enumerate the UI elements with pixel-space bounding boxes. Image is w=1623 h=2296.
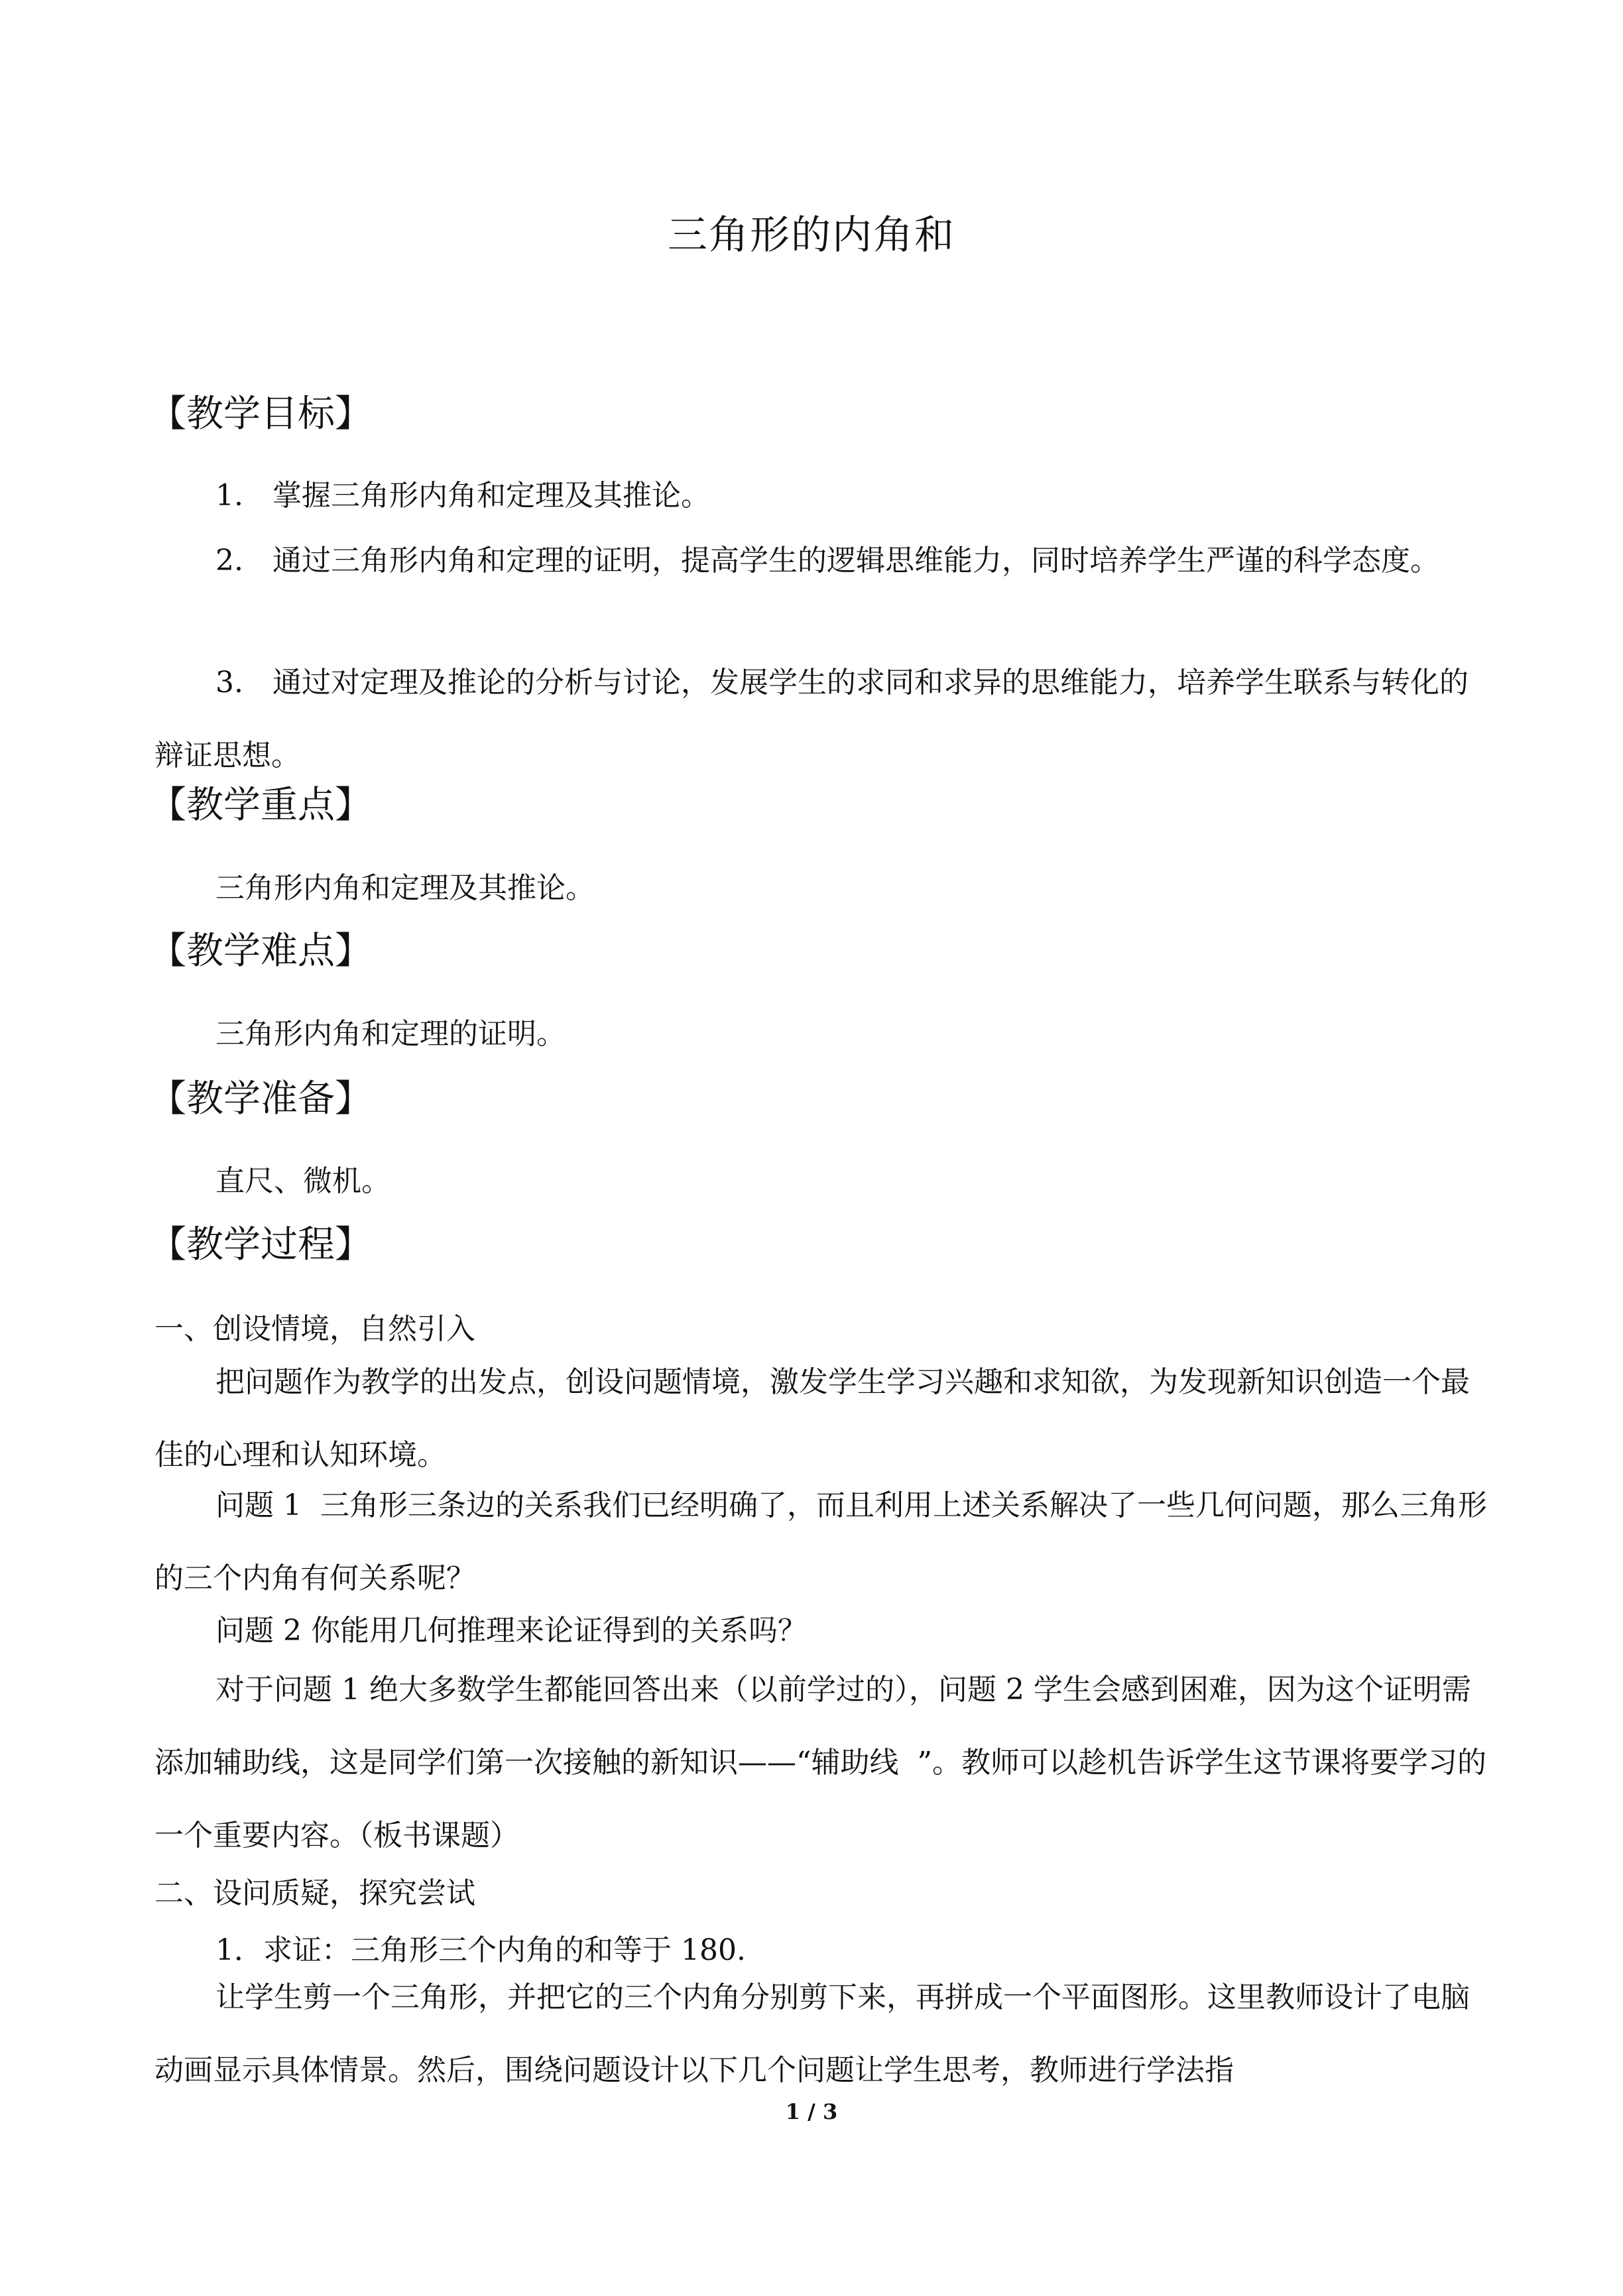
preparation-text: 直尺、微机。 [215,1164,391,1198]
process-part1-question2: 问题 2 你能用几何推理来论证得到的关系吗？ [215,1614,807,1648]
process-part2-paragraph1: 让学生剪一个三角形，并把它的三个内角分别剪下来，再拼成一个平面图形。这里教师设计了电脑动画显示具体情景。然后，围绕问题设计以下几个问题让学生思考，教师进行学法指 [154,1980,1470,2087]
objective-item-3: 3. 通过对定理及推论的分析与讨论，发展学生的求同和求异的思维能力，培养学生联系与转化的辩证思想。 [154,666,1469,772]
objectives-heading: 【教学目标】 [149,393,372,436]
process-part1-paragraph1: 把问题作为教学的出发点，创设问题情境，激发学生学习兴趣和求知欲，为发现新知识创造一个最佳的心理和认知环境。 [154,1365,1470,1472]
process-part2-title: 二、设问质疑，探究尝试 [154,1876,475,1910]
process-part1-question1: 问题 1 三角形三条边的关系我们已经明确了，而且利用上述关系解决了一些几何问题，那么三角形的三个内角有何关系呢？ [154,1488,1487,1595]
objective-item-2: 2. 通过三角形内角和定理的证明，提高学生的逻辑思维能力，同时培养学生严谨的科学态度。 [215,544,1439,577]
process-part2-item1: 1．求证：三角形三个内角的和等于 180. [215,1933,746,1967]
document-title: 三角形的内角和 [668,212,955,259]
key-points-text: 三角形内角和定理及其推论。 [215,871,595,905]
process-part1-paragraph2: 对于问题 1 绝大多数学生都能回答出来（以前学过的），问题 2 学生会感到困难，因为这个证明需添加辅助线，这是同学们第一次接触的新知识——“辅助线 ”。教师可以趁机告诉学生这节课将要学习的一个重要内容。（板书课题） [154,1673,1486,1852]
process-part1-title: 一、创设情境，自然引入 [154,1312,475,1346]
difficulties-text: 三角形内角和定理的证明。 [215,1017,566,1051]
key-points-heading: 【教学重点】 [149,784,372,827]
objective-item-1: 1. 掌握三角形内角和定理及其推论。 [215,479,710,513]
page-number: 1 / 3 [785,2099,838,2124]
process-heading: 【教学过程】 [149,1223,372,1266]
preparation-heading: 【教学准备】 [149,1077,372,1120]
difficulties-heading: 【教学难点】 [149,930,372,973]
